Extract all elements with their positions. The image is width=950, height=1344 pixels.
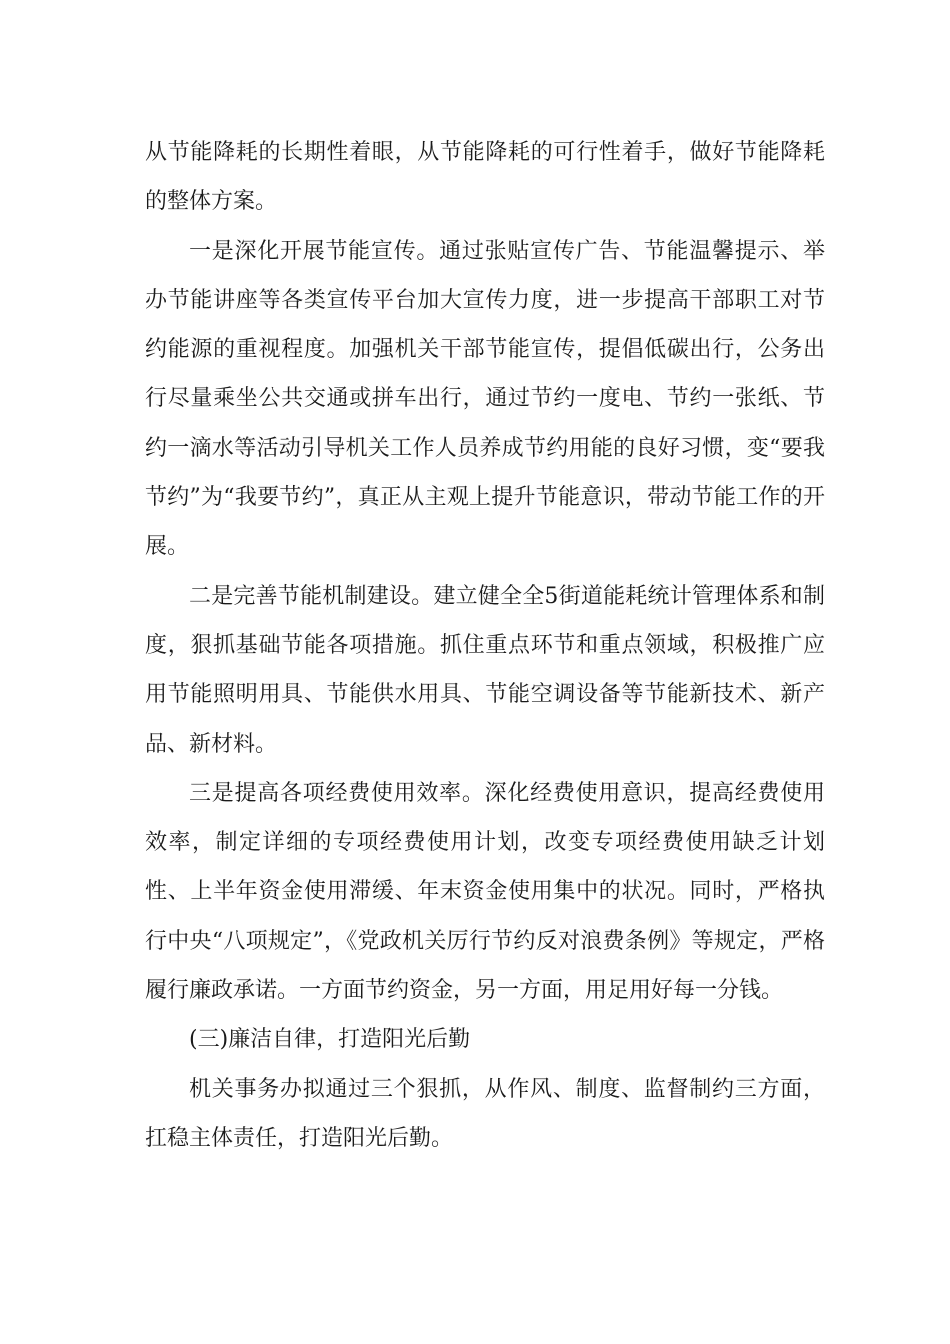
document-body	[145, 128, 825, 1163]
paragraph-continuation: 从节能降耗的长期性着眼，从节能降耗的可行性着手，做好节能降耗的整体方案。	[145, 140, 825, 215]
paragraph-funding-efficiency: 三是提高各项经费使用效率。深化经费使用意识，提高经费使用效率，制定详细的专项经费使用计划，改变专项经费使用缺乏计划性、上半年资金使用滞缓、年末资金使用集中的状况。同时，严格执行中央“八项规定”，《党政机关厉行节约反对浪费条例》等规定，严格履行廉政承诺。一方面节约资金，另一方面，用足用好每一分钱。	[145, 780, 825, 1004]
paragraph-energy-mechanism: 二是完善节能机制建设。建立健全全5街道能耗统计管理体系和制度，狠抓基础节能各项措施。抓住重点环节和重点领域，积极推广应用节能照明用具、节能供水用具、节能空调设备等节能新技术、新产品、新材料。	[145, 583, 825, 757]
paragraph-sunshine-logistics: 机关事务办拟通过三个狠抓，从作风、制度、监督制约三方面，扛稳主体责任，打造阳光后勤。	[145, 1076, 825, 1151]
paragraph-energy-publicity: 一是深化开展节能宣传。通过张贴宣传广告、节能温馨提示、举办节能讲座等各类宣传平台加大宣传力度，进一步提高干部职工对节约能源的重视程度。加强机关干部节能宣传，提倡低碳出行，公务出行尽量乘坐公共交通或拼车出行，通过节约一度电、节约一张纸、节约一滴水等活动引导机关工作人员养成节约用能的良好习惯，变“要我节约”为“我要节约”，真正从主观上提升节能意识，带动节能工作的开展。	[145, 238, 825, 560]
section-heading: (三)廉洁自律，打造阳光后勤	[189, 1027, 471, 1053]
